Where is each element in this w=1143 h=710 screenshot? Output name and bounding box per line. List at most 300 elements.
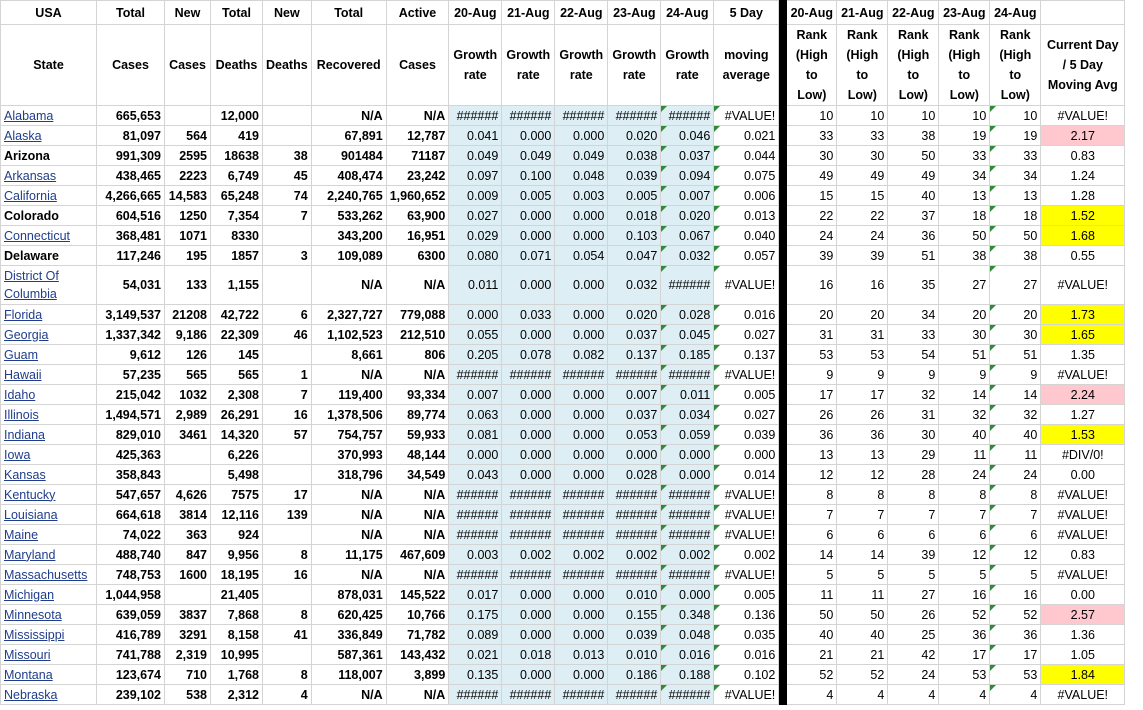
data-cell[interactable]: N/A bbox=[311, 106, 386, 126]
data-cell[interactable]: 4 bbox=[990, 685, 1041, 705]
data-cell[interactable]: N/A bbox=[386, 106, 449, 126]
data-cell[interactable]: 0.137 bbox=[608, 345, 661, 365]
data-cell[interactable]: 0.000 bbox=[555, 625, 608, 645]
data-cell[interactable]: ###### bbox=[555, 565, 608, 585]
data-cell[interactable]: 0.00 bbox=[1041, 465, 1125, 485]
data-cell[interactable]: 52 bbox=[787, 665, 837, 685]
data-cell[interactable]: 53 bbox=[990, 665, 1041, 685]
data-cell[interactable]: 538 bbox=[165, 685, 211, 705]
data-cell[interactable]: 0.067 bbox=[661, 226, 714, 246]
data-cell[interactable]: 51 bbox=[888, 246, 939, 266]
data-cell[interactable]: 0.075 bbox=[714, 166, 779, 186]
header-cell[interactable]: Growth rate bbox=[661, 25, 714, 106]
data-cell[interactable]: 0.097 bbox=[449, 166, 502, 186]
data-cell[interactable]: N/A bbox=[386, 365, 449, 385]
data-cell[interactable]: 0.103 bbox=[608, 226, 661, 246]
data-cell[interactable]: 34 bbox=[888, 305, 939, 325]
data-cell[interactable]: 1071 bbox=[165, 226, 211, 246]
data-cell[interactable]: 0.000 bbox=[502, 465, 555, 485]
data-cell[interactable]: 1,044,958 bbox=[97, 585, 165, 605]
data-cell[interactable]: ###### bbox=[555, 685, 608, 705]
state-cell[interactable]: Maine bbox=[1, 525, 97, 545]
header-cell[interactable]: Recovered bbox=[311, 25, 386, 106]
data-cell[interactable]: N/A bbox=[311, 266, 386, 305]
data-cell[interactable]: 748,753 bbox=[97, 565, 165, 585]
data-cell[interactable]: 71187 bbox=[386, 146, 449, 166]
data-cell[interactable]: 46 bbox=[263, 325, 312, 345]
data-cell[interactable]: 6,749 bbox=[211, 166, 263, 186]
data-cell[interactable]: 0.000 bbox=[555, 445, 608, 465]
data-cell[interactable]: 0.000 bbox=[661, 585, 714, 605]
data-cell[interactable] bbox=[165, 465, 211, 485]
data-cell[interactable]: 419 bbox=[211, 126, 263, 146]
data-cell[interactable]: 28 bbox=[888, 465, 939, 485]
data-cell[interactable]: #VALUE! bbox=[714, 266, 779, 305]
data-cell[interactable]: 0.020 bbox=[608, 126, 661, 146]
data-cell[interactable]: 53 bbox=[787, 345, 837, 365]
data-cell[interactable]: 37 bbox=[888, 206, 939, 226]
data-cell[interactable]: 12,787 bbox=[386, 126, 449, 146]
data-cell[interactable]: 139 bbox=[263, 505, 312, 525]
data-cell[interactable]: ###### bbox=[449, 685, 502, 705]
data-cell[interactable]: #VALUE! bbox=[1041, 485, 1125, 505]
data-cell[interactable]: 0.000 bbox=[449, 305, 502, 325]
data-cell[interactable]: 36 bbox=[837, 425, 888, 445]
data-cell[interactable]: 7575 bbox=[211, 485, 263, 505]
data-cell[interactable]: 0.071 bbox=[502, 246, 555, 266]
data-cell[interactable]: ###### bbox=[608, 505, 661, 525]
state-cell[interactable]: Arizona bbox=[1, 146, 97, 166]
data-cell[interactable]: 0.016 bbox=[661, 645, 714, 665]
data-cell[interactable]: 0.000 bbox=[555, 465, 608, 485]
data-cell[interactable]: 30 bbox=[837, 146, 888, 166]
header-cell[interactable]: Growth rate bbox=[502, 25, 555, 106]
data-cell[interactable]: 24 bbox=[939, 465, 990, 485]
data-cell[interactable] bbox=[165, 445, 211, 465]
data-cell[interactable]: 20 bbox=[939, 305, 990, 325]
data-cell[interactable]: 2223 bbox=[165, 166, 211, 186]
data-cell[interactable]: 0.000 bbox=[502, 585, 555, 605]
data-cell[interactable]: 0.017 bbox=[449, 585, 502, 605]
data-cell[interactable]: 0.013 bbox=[555, 645, 608, 665]
data-cell[interactable]: 2.57 bbox=[1041, 605, 1125, 625]
data-cell[interactable]: 1.65 bbox=[1041, 325, 1125, 345]
state-cell[interactable]: Minnesota bbox=[1, 605, 97, 625]
data-cell[interactable]: 0.013 bbox=[714, 206, 779, 226]
data-cell[interactable]: ###### bbox=[608, 485, 661, 505]
header-cell[interactable]: New bbox=[165, 1, 211, 25]
data-cell[interactable]: 0.018 bbox=[608, 206, 661, 226]
state-cell[interactable]: Kentucky bbox=[1, 485, 97, 505]
data-cell[interactable]: 13 bbox=[990, 186, 1041, 206]
data-cell[interactable]: N/A bbox=[386, 485, 449, 505]
data-cell[interactable]: 0.155 bbox=[608, 605, 661, 625]
data-cell[interactable]: 0.027 bbox=[714, 325, 779, 345]
data-cell[interactable]: 0.038 bbox=[608, 146, 661, 166]
data-cell[interactable]: 10 bbox=[787, 106, 837, 126]
data-cell[interactable]: 10 bbox=[888, 106, 939, 126]
data-cell[interactable]: #VALUE! bbox=[714, 525, 779, 545]
data-cell[interactable]: 21 bbox=[837, 645, 888, 665]
data-cell[interactable]: 0.000 bbox=[502, 425, 555, 445]
data-cell[interactable]: 0.057 bbox=[714, 246, 779, 266]
data-cell[interactable]: 0.000 bbox=[502, 266, 555, 305]
data-cell[interactable]: 9,186 bbox=[165, 325, 211, 345]
data-cell[interactable]: 9,612 bbox=[97, 345, 165, 365]
data-cell[interactable]: ###### bbox=[502, 525, 555, 545]
data-cell[interactable]: 0.043 bbox=[449, 465, 502, 485]
data-cell[interactable]: 0.000 bbox=[555, 425, 608, 445]
data-cell[interactable]: 318,796 bbox=[311, 465, 386, 485]
data-cell[interactable]: 18,195 bbox=[211, 565, 263, 585]
data-cell[interactable]: 0.040 bbox=[714, 226, 779, 246]
data-cell[interactable]: 0.002 bbox=[502, 545, 555, 565]
data-cell[interactable] bbox=[165, 106, 211, 126]
data-cell[interactable]: ###### bbox=[449, 485, 502, 505]
data-cell[interactable]: 35 bbox=[888, 266, 939, 305]
data-cell[interactable]: 3,899 bbox=[386, 665, 449, 685]
data-cell[interactable]: 0.081 bbox=[449, 425, 502, 445]
data-cell[interactable]: 42 bbox=[888, 645, 939, 665]
data-cell[interactable]: 0.037 bbox=[661, 146, 714, 166]
data-cell[interactable]: 11 bbox=[837, 585, 888, 605]
data-cell[interactable]: 10 bbox=[837, 106, 888, 126]
data-cell[interactable]: 89,774 bbox=[386, 405, 449, 425]
data-cell[interactable]: 30 bbox=[939, 325, 990, 345]
data-cell[interactable]: 1.68 bbox=[1041, 226, 1125, 246]
data-cell[interactable]: 22 bbox=[787, 206, 837, 226]
data-cell[interactable]: 123,674 bbox=[97, 665, 165, 685]
header-cell[interactable]: Growth rate bbox=[555, 25, 608, 106]
data-cell[interactable]: 0.080 bbox=[449, 246, 502, 266]
header-cell[interactable]: 23-Aug bbox=[608, 1, 661, 25]
data-cell[interactable]: 8 bbox=[837, 485, 888, 505]
data-cell[interactable]: 0.027 bbox=[449, 206, 502, 226]
data-cell[interactable]: 1857 bbox=[211, 246, 263, 266]
data-cell[interactable]: 0.041 bbox=[449, 126, 502, 146]
data-cell[interactable]: 117,246 bbox=[97, 246, 165, 266]
data-cell[interactable]: 81,097 bbox=[97, 126, 165, 146]
data-cell[interactable]: 6 bbox=[888, 525, 939, 545]
data-cell[interactable]: 49 bbox=[888, 166, 939, 186]
data-cell[interactable]: 0.007 bbox=[608, 385, 661, 405]
state-cell[interactable]: Maryland bbox=[1, 545, 97, 565]
data-cell[interactable]: 30 bbox=[990, 325, 1041, 345]
data-cell[interactable]: 40 bbox=[888, 186, 939, 206]
data-cell[interactable]: 27 bbox=[990, 266, 1041, 305]
data-cell[interactable]: 34 bbox=[990, 166, 1041, 186]
data-cell[interactable]: 34 bbox=[939, 166, 990, 186]
data-cell[interactable]: N/A bbox=[311, 505, 386, 525]
data-cell[interactable]: 53 bbox=[837, 345, 888, 365]
data-cell[interactable]: 0.000 bbox=[555, 126, 608, 146]
data-cell[interactable]: 0.000 bbox=[555, 665, 608, 685]
data-cell[interactable]: 0.029 bbox=[449, 226, 502, 246]
data-cell[interactable]: 31 bbox=[837, 325, 888, 345]
data-cell[interactable]: 126 bbox=[165, 345, 211, 365]
data-cell[interactable]: ###### bbox=[502, 485, 555, 505]
data-cell[interactable]: 49 bbox=[837, 166, 888, 186]
data-cell[interactable]: ###### bbox=[449, 505, 502, 525]
data-cell[interactable]: 0.039 bbox=[714, 425, 779, 445]
data-cell[interactable]: 0.007 bbox=[449, 385, 502, 405]
data-cell[interactable]: 20 bbox=[837, 305, 888, 325]
data-cell[interactable]: ###### bbox=[608, 525, 661, 545]
state-cell[interactable]: Idaho bbox=[1, 385, 97, 405]
data-cell[interactable]: 50 bbox=[787, 605, 837, 625]
data-cell[interactable]: 20 bbox=[787, 305, 837, 325]
data-cell[interactable]: 0.021 bbox=[714, 126, 779, 146]
data-cell[interactable]: 1250 bbox=[165, 206, 211, 226]
data-cell[interactable]: 33 bbox=[888, 325, 939, 345]
data-cell[interactable]: 0.014 bbox=[714, 465, 779, 485]
data-cell[interactable]: 0.000 bbox=[502, 226, 555, 246]
header-cell[interactable]: Cases bbox=[165, 25, 211, 106]
data-cell[interactable]: 5 bbox=[837, 565, 888, 585]
data-cell[interactable]: 239,102 bbox=[97, 685, 165, 705]
header-cell[interactable]: 24-Aug bbox=[990, 1, 1041, 25]
data-cell[interactable]: 57 bbox=[263, 425, 312, 445]
data-cell[interactable]: 0.032 bbox=[608, 266, 661, 305]
header-cell[interactable]: Current Day / 5 Day Moving Avg bbox=[1041, 25, 1125, 106]
data-cell[interactable]: 25 bbox=[888, 625, 939, 645]
data-cell[interactable]: 488,740 bbox=[97, 545, 165, 565]
data-cell[interactable]: 8 bbox=[263, 545, 312, 565]
data-cell[interactable]: 24 bbox=[787, 226, 837, 246]
data-cell[interactable]: 6,226 bbox=[211, 445, 263, 465]
data-cell[interactable]: 18 bbox=[939, 206, 990, 226]
data-cell[interactable]: 11 bbox=[787, 585, 837, 605]
data-cell[interactable]: 0.002 bbox=[555, 545, 608, 565]
data-cell[interactable]: 36 bbox=[939, 625, 990, 645]
state-cell[interactable]: Iowa bbox=[1, 445, 97, 465]
data-cell[interactable]: 51 bbox=[990, 345, 1041, 365]
data-cell[interactable]: 0.000 bbox=[555, 226, 608, 246]
header-cell[interactable]: Rank (High to Low) bbox=[990, 25, 1041, 106]
data-cell[interactable]: 1.24 bbox=[1041, 166, 1125, 186]
data-cell[interactable]: N/A bbox=[386, 525, 449, 545]
state-cell[interactable]: Massachusetts bbox=[1, 565, 97, 585]
data-cell[interactable]: 1.35 bbox=[1041, 345, 1125, 365]
data-cell[interactable]: 34,549 bbox=[386, 465, 449, 485]
data-cell[interactable]: 0.034 bbox=[661, 405, 714, 425]
data-cell[interactable]: 16 bbox=[263, 565, 312, 585]
data-cell[interactable] bbox=[165, 585, 211, 605]
data-cell[interactable]: 4 bbox=[939, 685, 990, 705]
data-cell[interactable]: 0.048 bbox=[555, 166, 608, 186]
data-cell[interactable]: 16,951 bbox=[386, 226, 449, 246]
data-cell[interactable]: 9 bbox=[888, 365, 939, 385]
data-cell[interactable]: 8,158 bbox=[211, 625, 263, 645]
data-cell[interactable]: 17 bbox=[787, 385, 837, 405]
data-cell[interactable]: 7 bbox=[990, 505, 1041, 525]
data-cell[interactable]: 16 bbox=[939, 585, 990, 605]
header-cell[interactable]: Deaths bbox=[263, 25, 312, 106]
state-cell[interactable]: Arkansas bbox=[1, 166, 97, 186]
data-cell[interactable]: N/A bbox=[311, 685, 386, 705]
data-cell[interactable]: 1,155 bbox=[211, 266, 263, 305]
data-cell[interactable]: 6300 bbox=[386, 246, 449, 266]
data-cell[interactable]: 40 bbox=[939, 425, 990, 445]
data-cell[interactable]: 31 bbox=[888, 405, 939, 425]
data-cell[interactable]: 620,425 bbox=[311, 605, 386, 625]
data-cell[interactable]: 1.53 bbox=[1041, 425, 1125, 445]
data-cell[interactable]: ###### bbox=[555, 485, 608, 505]
data-cell[interactable]: 22 bbox=[837, 206, 888, 226]
data-cell[interactable]: 991,309 bbox=[97, 146, 165, 166]
data-cell[interactable]: 9 bbox=[787, 365, 837, 385]
data-cell[interactable]: ###### bbox=[449, 106, 502, 126]
data-cell[interactable]: 16 bbox=[990, 585, 1041, 605]
data-cell[interactable]: 0.000 bbox=[608, 445, 661, 465]
data-cell[interactable]: #VALUE! bbox=[714, 365, 779, 385]
data-cell[interactable]: ###### bbox=[449, 525, 502, 545]
data-cell[interactable]: 0.137 bbox=[714, 345, 779, 365]
data-cell[interactable]: 14,583 bbox=[165, 186, 211, 206]
data-cell[interactable]: 368,481 bbox=[97, 226, 165, 246]
data-cell[interactable] bbox=[263, 645, 312, 665]
data-cell[interactable]: 195 bbox=[165, 246, 211, 266]
data-cell[interactable]: 215,042 bbox=[97, 385, 165, 405]
data-cell[interactable]: 24 bbox=[990, 465, 1041, 485]
data-cell[interactable]: 3291 bbox=[165, 625, 211, 645]
header-cell[interactable]: Total bbox=[211, 1, 263, 25]
data-cell[interactable]: 52 bbox=[939, 605, 990, 625]
data-cell[interactable]: 21208 bbox=[165, 305, 211, 325]
data-cell[interactable]: 8 bbox=[787, 485, 837, 505]
data-cell[interactable]: 33 bbox=[990, 146, 1041, 166]
data-cell[interactable]: 0.046 bbox=[661, 126, 714, 146]
data-cell[interactable]: 0.053 bbox=[608, 425, 661, 445]
data-cell[interactable]: #VALUE! bbox=[1041, 685, 1125, 705]
state-cell[interactable]: District Of Columbia bbox=[1, 266, 97, 305]
data-cell[interactable]: 10,995 bbox=[211, 645, 263, 665]
data-cell[interactable]: N/A bbox=[311, 565, 386, 585]
data-cell[interactable]: 0.000 bbox=[502, 325, 555, 345]
data-cell[interactable]: 0.003 bbox=[555, 186, 608, 206]
data-cell[interactable]: N/A bbox=[311, 365, 386, 385]
data-cell[interactable]: 0.000 bbox=[555, 605, 608, 625]
state-cell[interactable]: Alaska bbox=[1, 126, 97, 146]
data-cell[interactable]: ###### bbox=[502, 505, 555, 525]
data-cell[interactable]: 587,361 bbox=[311, 645, 386, 665]
data-cell[interactable]: 0.007 bbox=[661, 186, 714, 206]
data-cell[interactable]: 212,510 bbox=[386, 325, 449, 345]
data-cell[interactable] bbox=[263, 106, 312, 126]
data-cell[interactable]: 6 bbox=[837, 525, 888, 545]
header-cell[interactable]: 22-Aug bbox=[888, 1, 939, 25]
data-cell[interactable] bbox=[263, 266, 312, 305]
data-cell[interactable]: 14,320 bbox=[211, 425, 263, 445]
state-cell[interactable]: Montana bbox=[1, 665, 97, 685]
data-cell[interactable]: ###### bbox=[661, 565, 714, 585]
data-cell[interactable]: 0.135 bbox=[449, 665, 502, 685]
data-cell[interactable]: 2,989 bbox=[165, 405, 211, 425]
data-cell[interactable]: 0.020 bbox=[608, 305, 661, 325]
data-cell[interactable]: 71,782 bbox=[386, 625, 449, 645]
data-cell[interactable]: 0.049 bbox=[502, 146, 555, 166]
data-cell[interactable]: ###### bbox=[661, 266, 714, 305]
data-cell[interactable]: 1,494,571 bbox=[97, 405, 165, 425]
data-cell[interactable]: 0.033 bbox=[502, 305, 555, 325]
data-cell[interactable]: 0.059 bbox=[661, 425, 714, 445]
data-cell[interactable]: 32 bbox=[888, 385, 939, 405]
data-cell[interactable]: 5,498 bbox=[211, 465, 263, 485]
data-cell[interactable]: 0.037 bbox=[608, 325, 661, 345]
data-cell[interactable]: 2,327,727 bbox=[311, 305, 386, 325]
state-cell[interactable]: Connecticut bbox=[1, 226, 97, 246]
data-cell[interactable]: 40 bbox=[837, 625, 888, 645]
data-cell[interactable]: ###### bbox=[661, 505, 714, 525]
data-cell[interactable]: 26 bbox=[837, 405, 888, 425]
data-cell[interactable]: 17 bbox=[939, 645, 990, 665]
data-cell[interactable]: 11 bbox=[990, 445, 1041, 465]
state-cell[interactable]: California bbox=[1, 186, 97, 206]
data-cell[interactable]: 15 bbox=[787, 186, 837, 206]
data-cell[interactable]: 10,766 bbox=[386, 605, 449, 625]
data-cell[interactable]: 664,618 bbox=[97, 505, 165, 525]
data-cell[interactable]: 7 bbox=[263, 385, 312, 405]
data-cell[interactable]: 40 bbox=[990, 425, 1041, 445]
data-cell[interactable]: 145 bbox=[211, 345, 263, 365]
data-cell[interactable]: 12,116 bbox=[211, 505, 263, 525]
data-cell[interactable]: 0.044 bbox=[714, 146, 779, 166]
data-cell[interactable]: N/A bbox=[386, 266, 449, 305]
data-cell[interactable]: 3814 bbox=[165, 505, 211, 525]
data-cell[interactable]: 533,262 bbox=[311, 206, 386, 226]
data-cell[interactable]: 74,022 bbox=[97, 525, 165, 545]
data-cell[interactable]: ###### bbox=[555, 365, 608, 385]
data-cell[interactable]: ###### bbox=[502, 685, 555, 705]
data-cell[interactable]: 32 bbox=[939, 405, 990, 425]
data-cell[interactable]: 51 bbox=[939, 345, 990, 365]
data-cell[interactable]: 0.063 bbox=[449, 405, 502, 425]
data-cell[interactable]: 109,089 bbox=[311, 246, 386, 266]
data-cell[interactable]: 363 bbox=[165, 525, 211, 545]
data-cell[interactable]: 5 bbox=[939, 565, 990, 585]
data-cell[interactable]: ###### bbox=[661, 485, 714, 505]
header-cell[interactable]: 23-Aug bbox=[939, 1, 990, 25]
data-cell[interactable]: 38 bbox=[990, 246, 1041, 266]
data-cell[interactable]: ###### bbox=[608, 365, 661, 385]
data-cell[interactable]: 0.100 bbox=[502, 166, 555, 186]
data-cell[interactable]: 16 bbox=[787, 266, 837, 305]
header-cell[interactable]: Rank (High to Low) bbox=[787, 25, 837, 106]
data-cell[interactable]: 779,088 bbox=[386, 305, 449, 325]
data-cell[interactable]: 36 bbox=[888, 226, 939, 246]
data-cell[interactable]: 74 bbox=[263, 186, 312, 206]
data-cell[interactable]: 54 bbox=[888, 345, 939, 365]
data-cell[interactable]: 39 bbox=[787, 246, 837, 266]
data-cell[interactable]: ###### bbox=[449, 365, 502, 385]
data-cell[interactable]: 829,010 bbox=[97, 425, 165, 445]
data-cell[interactable]: 0.049 bbox=[449, 146, 502, 166]
data-cell[interactable]: 20 bbox=[990, 305, 1041, 325]
data-cell[interactable]: 0.000 bbox=[555, 206, 608, 226]
header-cell[interactable]: moving average bbox=[714, 25, 779, 106]
data-cell[interactable]: 1600 bbox=[165, 565, 211, 585]
data-cell[interactable]: 0.003 bbox=[449, 545, 502, 565]
data-cell[interactable]: ###### bbox=[449, 565, 502, 585]
data-cell[interactable]: 2,240,765 bbox=[311, 186, 386, 206]
data-cell[interactable]: 547,657 bbox=[97, 485, 165, 505]
data-cell[interactable]: N/A bbox=[386, 565, 449, 585]
data-cell[interactable]: 0.000 bbox=[449, 445, 502, 465]
state-cell[interactable]: Florida bbox=[1, 305, 97, 325]
data-cell[interactable]: 12,000 bbox=[211, 106, 263, 126]
data-cell[interactable]: #VALUE! bbox=[1041, 106, 1125, 126]
data-cell[interactable]: 0.021 bbox=[449, 645, 502, 665]
